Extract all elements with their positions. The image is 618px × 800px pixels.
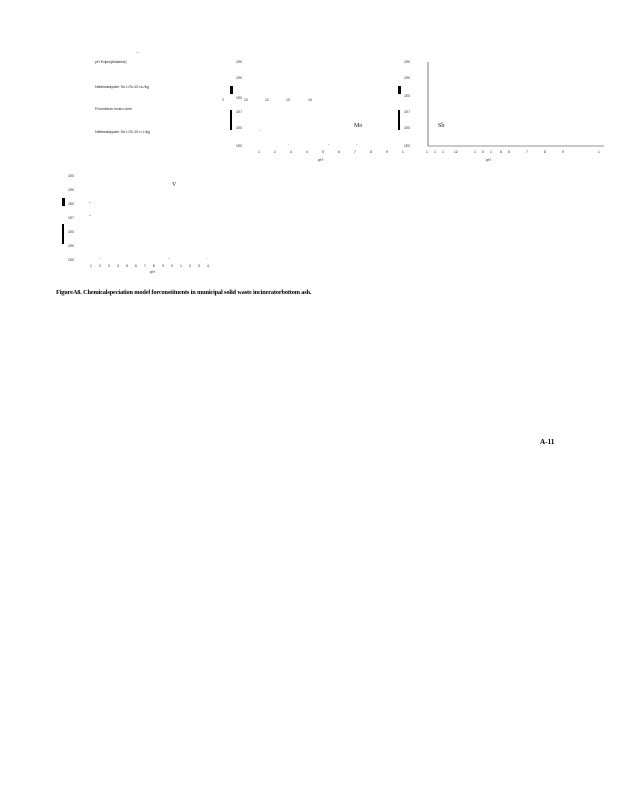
- data-mark: ·: [288, 142, 290, 148]
- x-tick-label: 3: [198, 264, 200, 268]
- legend-row-1: pH Eqbm(bilateral): [95, 60, 127, 64]
- top-marks: - -: [136, 50, 140, 54]
- x-tick-label: 1: [474, 150, 476, 154]
- element-label-sb: Sb: [438, 123, 445, 129]
- x-tick-label: 9: [162, 264, 164, 268]
- x-tick-label: 1: [180, 264, 182, 268]
- chart-panel-sb: [398, 58, 608, 166]
- element-label-mo: Mo: [354, 123, 363, 129]
- x-tick-label: 2: [274, 150, 276, 154]
- x-tick-label: 1: [434, 150, 436, 154]
- x-tick-label: 9: [386, 150, 388, 154]
- y-tick-label: 1E7: [404, 110, 411, 114]
- y-tick-label: 1E0: [404, 126, 411, 130]
- y-tick-label: 1E0: [68, 258, 75, 262]
- y-tick-label: 1E7: [236, 110, 243, 114]
- x-tick-label: 1: [402, 150, 404, 154]
- data-mark: -: [89, 213, 91, 219]
- legend-ph-tick: 12: [265, 98, 269, 102]
- y-tick-label: 1E0: [68, 230, 75, 234]
- x-tick-label: 9: [562, 150, 564, 154]
- y-tick-label: 1E0: [404, 60, 411, 64]
- x-axis-label: pH: [318, 158, 323, 162]
- y-tick-label: 1E0: [68, 188, 75, 192]
- y-tick-label: 1E0: [68, 244, 75, 248]
- y-tick-label: 1E0: [236, 96, 243, 100]
- x-tick-label: 8: [153, 264, 155, 268]
- chart-panel-v: [60, 172, 235, 280]
- data-mark: ·: [206, 256, 208, 262]
- x-ticks-v: [90, 264, 230, 270]
- x-tick-label: 7: [354, 150, 356, 154]
- x-tick-label: 4: [306, 150, 308, 154]
- data-mark: ·: [260, 128, 262, 134]
- y-axis-title-mark: [62, 224, 64, 244]
- x-tick-label: 0: [171, 264, 173, 268]
- x-tick-label: 1: [258, 150, 260, 154]
- x-tick-label: 8: [370, 150, 372, 154]
- x-ticks-sb: [426, 150, 604, 156]
- x-tick-label: 3: [290, 150, 292, 154]
- legend-row-3: Fmonblom m/am dom: [95, 107, 132, 111]
- x-tick-label: 5: [508, 150, 510, 154]
- x-axis-label: pH: [486, 158, 491, 162]
- data-mark: ·: [100, 256, 102, 262]
- element-label-v: V: [172, 182, 177, 188]
- legend-row-2: Ntbbmalayster Sn L/S=10 nL/kg: [95, 85, 149, 89]
- legend-row-4: Ntbbmalayster Sn L/S=10 n L/kg: [95, 130, 150, 134]
- figure-caption: FigureA8. Chemicalspeciation model forconstituents in municipal solid waste incineratorbottom ash.: [56, 289, 312, 296]
- legend-ph-tick: 13: [286, 98, 290, 102]
- y-tick-label: 1E0: [68, 202, 75, 206]
- page-number: A‑11: [540, 438, 555, 446]
- x-tick-label: 1: [426, 150, 428, 154]
- y-tick-label: 1E0: [404, 144, 411, 148]
- x-tick-label: 1: [490, 150, 492, 154]
- x-tick-label: 7: [144, 264, 146, 268]
- y-tick-label: 1E0: [68, 174, 75, 178]
- y-tick-label: 1E0: [236, 60, 243, 64]
- y-tick-label: 1E0: [404, 76, 411, 80]
- x-tick-label: 1: [442, 150, 444, 154]
- x-ticks-mo: [258, 150, 408, 156]
- x-tick-label: 1: [90, 264, 92, 268]
- x-tick-label: 1: [598, 150, 600, 154]
- x-tick-label: 4: [117, 264, 119, 268]
- data-mark: ·: [168, 256, 170, 262]
- data-mark: ·: [356, 142, 358, 148]
- y-axis-title-mark: [62, 198, 65, 206]
- x-tick-label: 5: [322, 150, 324, 154]
- x-tick-label: 2: [99, 264, 101, 268]
- data-mark: ·: [328, 142, 330, 148]
- y-tick-label: 1E0: [236, 144, 243, 148]
- x-tick-label: 6: [135, 264, 137, 268]
- x-tick-label: 2: [189, 264, 191, 268]
- legend-ph-tick: 2: [222, 98, 224, 102]
- y-tick-label: 1E0: [236, 76, 243, 80]
- x-tick-label: 0: [482, 150, 484, 154]
- x-tick-label: 4: [207, 264, 209, 268]
- y-axis-title-mark: [230, 110, 232, 130]
- x-tick-label: 12: [454, 150, 458, 154]
- y-tick-label: 1E7: [68, 216, 75, 220]
- x-tick-label: 6: [338, 150, 340, 154]
- data-mark: -: [89, 200, 91, 206]
- x-tick-label: 5: [126, 264, 128, 268]
- x-tick-label: 8: [500, 150, 502, 154]
- y-axis-title-mark: [230, 86, 233, 94]
- y-tick-label: 1E0: [404, 94, 411, 98]
- x-axis-label: pH: [150, 270, 155, 274]
- x-tick-label: 8: [544, 150, 546, 154]
- legend-ph-tick: 14: [308, 98, 312, 102]
- y-tick-label: 1E0: [236, 126, 243, 130]
- chart-panel-mo: [230, 58, 410, 166]
- legend-ph-tick: 10: [244, 98, 248, 102]
- x-tick-label: 7: [526, 150, 528, 154]
- x-tick-label: 3: [108, 264, 110, 268]
